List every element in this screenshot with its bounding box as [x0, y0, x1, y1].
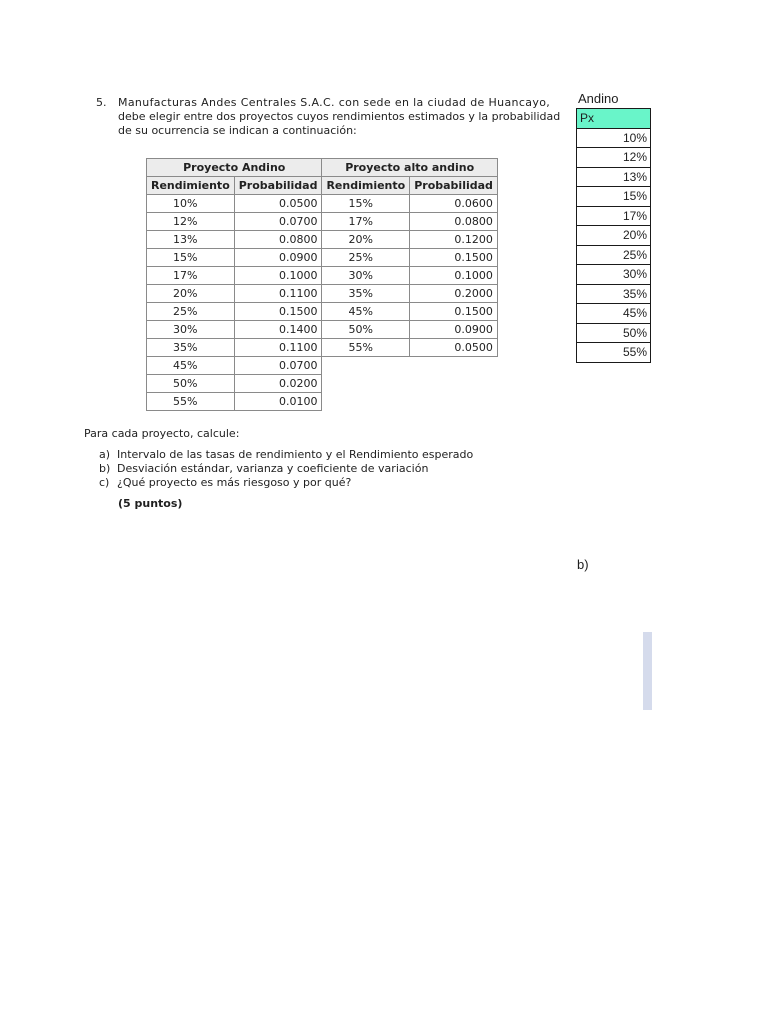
- andino-rendimiento-cell: 13%: [147, 231, 235, 249]
- px-value-cell[interactable]: 20%: [577, 226, 651, 246]
- group-header-andino: Proyecto Andino: [147, 159, 322, 177]
- table-row: [147, 357, 498, 375]
- alto-andino-probabilidad-cell: 0.0600: [410, 195, 498, 213]
- item-letter: c): [99, 476, 110, 489]
- px-value-cell[interactable]: 25%: [577, 245, 651, 265]
- column-header: Probabilidad: [234, 177, 322, 195]
- scrollbar[interactable]: [643, 632, 652, 710]
- andino-probabilidad-cell: 0.1400: [234, 321, 322, 339]
- px-column-table: [576, 108, 651, 363]
- empty-cell: [322, 375, 497, 393]
- alto-andino-rendimiento-cell: 45%: [322, 303, 410, 321]
- table-row: [147, 213, 498, 231]
- px-value-cell[interactable]: 45%: [577, 304, 651, 324]
- andino-rendimiento-cell: 12%: [147, 213, 235, 231]
- alto-andino-probabilidad-cell: 0.1200: [410, 231, 498, 249]
- alto-andino-probabilidad-cell: 0.0500: [410, 339, 498, 357]
- andino-rendimiento-cell: 55%: [147, 393, 235, 411]
- px-value-cell[interactable]: 35%: [577, 284, 651, 304]
- andino-probabilidad-cell: 0.0500: [234, 195, 322, 213]
- problem-line: debe elegir entre dos proyectos cuyos rendimientos estimados y la probabilidad: [118, 110, 561, 123]
- alto-andino-probabilidad-cell: 0.1000: [410, 267, 498, 285]
- px-value-cell[interactable]: 15%: [577, 187, 651, 207]
- alto-andino-probabilidad-cell: 0.1500: [410, 249, 498, 267]
- andino-rendimiento-cell: 35%: [147, 339, 235, 357]
- column-header: Rendimiento: [322, 177, 410, 195]
- andino-probabilidad-cell: 0.1100: [234, 339, 322, 357]
- alto-andino-probabilidad-cell: 0.1500: [410, 303, 498, 321]
- andino-rendimiento-cell: 25%: [147, 303, 235, 321]
- table-row: [147, 285, 498, 303]
- andino-probabilidad-cell: 0.1500: [234, 303, 322, 321]
- b-label: b): [577, 557, 589, 572]
- empty-cell: [322, 393, 497, 411]
- andino-probabilidad-cell: 0.1000: [234, 267, 322, 285]
- andino-rendimiento-cell: 50%: [147, 375, 235, 393]
- alto-andino-rendimiento-cell: 15%: [322, 195, 410, 213]
- andino-rendimiento-cell: 15%: [147, 249, 235, 267]
- group-header-alto-andino: Proyecto alto andino: [322, 159, 497, 177]
- item-letter: a): [99, 448, 111, 461]
- px-value-cell[interactable]: 13%: [577, 167, 651, 187]
- question-number: 5.: [96, 96, 107, 109]
- andino-rendimiento-cell: 45%: [147, 357, 235, 375]
- table-row: [147, 249, 498, 267]
- sheet-title: Andino: [578, 91, 619, 106]
- points-label: (5 puntos): [118, 497, 183, 510]
- problem-line: de su ocurrencia se indican a continuación:: [118, 124, 357, 137]
- andino-rendimiento-cell: 20%: [147, 285, 235, 303]
- table-row: [147, 267, 498, 285]
- andino-probabilidad-cell: 0.1100: [234, 285, 322, 303]
- instructions-intro: Para cada proyecto, calcule:: [84, 427, 240, 440]
- andino-probabilidad-cell: 0.0900: [234, 249, 322, 267]
- column-header: Rendimiento: [147, 177, 235, 195]
- andino-probabilidad-cell: 0.0700: [234, 357, 322, 375]
- px-value-cell[interactable]: 17%: [577, 206, 651, 226]
- px-value-cell[interactable]: 30%: [577, 265, 651, 285]
- andino-rendimiento-cell: 10%: [147, 195, 235, 213]
- alto-andino-rendimiento-cell: 25%: [322, 249, 410, 267]
- alto-andino-rendimiento-cell: 17%: [322, 213, 410, 231]
- table-row: [147, 393, 498, 411]
- alto-andino-probabilidad-cell: 0.0800: [410, 213, 498, 231]
- alto-andino-probabilidad-cell: 0.0900: [410, 321, 498, 339]
- empty-cell: [322, 357, 497, 375]
- item-text: Desviación estándar, varianza y coeficiente de variación: [117, 462, 429, 475]
- alto-andino-rendimiento-cell: 20%: [322, 231, 410, 249]
- px-header-cell[interactable]: Px: [577, 109, 651, 129]
- item-text: Intervalo de las tasas de rendimiento y el Rendimiento esperado: [117, 448, 474, 461]
- andino-probabilidad-cell: 0.0700: [234, 213, 322, 231]
- px-value-cell[interactable]: 50%: [577, 323, 651, 343]
- alto-andino-rendimiento-cell: 50%: [322, 321, 410, 339]
- item-text: ¿Qué proyecto es más riesgoso y por qué?: [117, 476, 352, 489]
- problem-line: Manufacturas Andes Centrales S.A.C. con sede en la ciudad de Huancayo,: [118, 96, 551, 109]
- px-value-cell[interactable]: 55%: [577, 343, 651, 363]
- px-value-cell[interactable]: 10%: [577, 128, 651, 148]
- table-row: [147, 321, 498, 339]
- list-item: [99, 476, 473, 490]
- list-item: [99, 448, 473, 462]
- projects-table: [146, 158, 498, 411]
- table-row: [147, 339, 498, 357]
- table-row: [147, 375, 498, 393]
- table-row: [147, 303, 498, 321]
- alto-andino-probabilidad-cell: 0.2000: [410, 285, 498, 303]
- andino-rendimiento-cell: 17%: [147, 267, 235, 285]
- andino-rendimiento-cell: 30%: [147, 321, 235, 339]
- instructions-list: [99, 448, 473, 490]
- alto-andino-rendimiento-cell: 55%: [322, 339, 410, 357]
- alto-andino-rendimiento-cell: 35%: [322, 285, 410, 303]
- andino-probabilidad-cell: 0.0100: [234, 393, 322, 411]
- px-value-cell[interactable]: 12%: [577, 148, 651, 168]
- item-letter: b): [99, 462, 111, 475]
- table-row: [147, 195, 498, 213]
- alto-andino-rendimiento-cell: 30%: [322, 267, 410, 285]
- column-header: Probabilidad: [410, 177, 498, 195]
- list-item: [99, 462, 473, 476]
- table-row: [147, 231, 498, 249]
- andino-probabilidad-cell: 0.0200: [234, 375, 322, 393]
- andino-probabilidad-cell: 0.0800: [234, 231, 322, 249]
